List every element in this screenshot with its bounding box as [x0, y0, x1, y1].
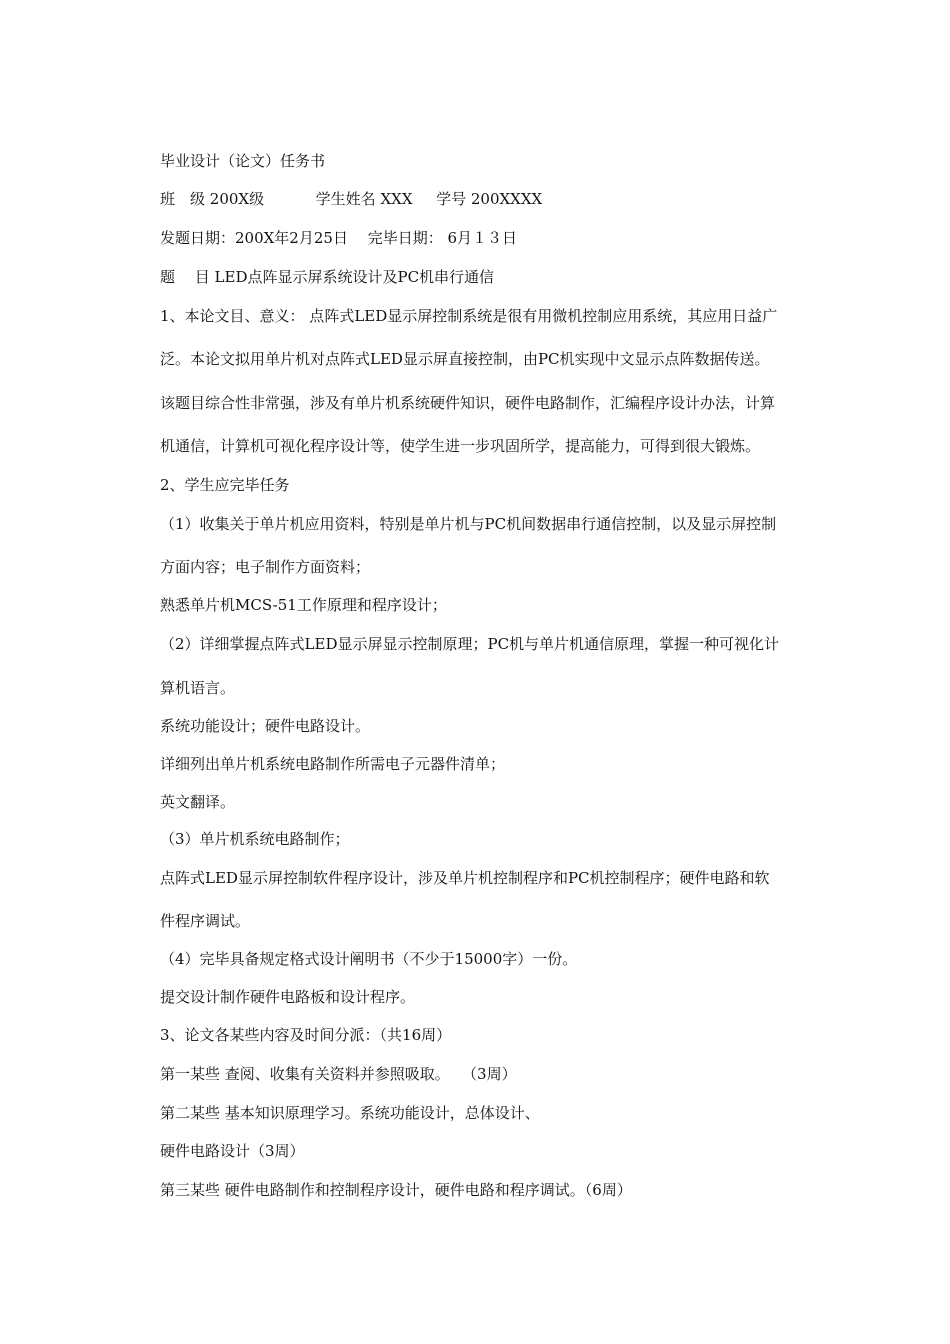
task2-line5: 英文翻译。 — [160, 793, 236, 811]
schedule-part3: 第三某些 硬件电路制作和控制程序设计，硬件电路和程序调试。（6周） — [160, 1181, 632, 1199]
task3-line3: 件程序调试。 — [160, 912, 251, 930]
schedule-part2-line2: 硬件电路设计（3周） — [160, 1142, 305, 1160]
section1-line1: 1、本论文目、意义： 点阵式LED显示屏控制系统是很有用微机控制应用系统，其应用日益广 — [160, 307, 778, 325]
task1-line2: 方面内容；电子制作方面资料； — [160, 558, 371, 576]
task2-line2: 算机语言。 — [160, 679, 236, 697]
section3-heading: 3、论文各某些内容及时间分派：（共16周） — [160, 1026, 452, 1044]
dates-row: 发题日期：200X年2月25日 完毕日期： 6月１３日 — [160, 229, 518, 247]
section2-heading: 2、学生应完毕任务 — [160, 476, 290, 494]
doc-title: 毕业设计（论文）任务书 — [160, 152, 326, 170]
task1-line3: 熟悉单片机MCS-51工作原理和程序设计； — [160, 596, 447, 614]
task3-line1: （3）单片机系统电路制作； — [160, 830, 350, 848]
class-value: 200X级 — [209, 190, 265, 208]
task4-line1: （4）完毕具备规定格式设计阐明书（不少于15000字）一份。 — [160, 950, 578, 968]
student-id-label: 学号 — [436, 190, 467, 208]
task3-line2: 点阵式LED显示屏控制软件程序设计，涉及单片机控制程序和PC机控制程序；硬件电路和软 — [160, 869, 770, 887]
schedule-part2-line1: 第二某些 基本知识原理学习。系统功能设计，总体设计、 — [160, 1104, 540, 1122]
section1-line4: 机通信，计算机可视化程序设计等，使学生进一步巩固所学，提高能力，可得到很大锻炼。 — [160, 437, 761, 455]
student-name-label: 学生姓名 — [315, 190, 376, 208]
section1-line2: 泛。本论文拟用单片机对点阵式LED显示屏直接控制，由PC机实现中文显示点阵数据传送。 — [160, 350, 770, 368]
class-label: 班 级 — [160, 190, 206, 208]
class-info-row — [160, 189, 542, 209]
section1-line3: 该题目综合性非常强，涉及有单片机系统硬件知识，硬件电路制作，汇编程序设计办法，计算 — [160, 394, 776, 412]
schedule-part1: 第一某些 查阅、收集有关资料并参照吸取。 （3周） — [160, 1065, 517, 1083]
topic-row: 题 目 LED点阵显示屏系统设计及PC机串行通信 — [160, 268, 495, 286]
student-name-value: XXX — [380, 190, 413, 208]
task2-line4: 详细列出单片机系统电路制作所需电子元器件清单； — [160, 755, 506, 773]
task2-line3: 系统功能设计；硬件电路设计。 — [160, 717, 371, 735]
task2-line1: （2）详细掌握点阵式LED显示屏显示控制原理；PC机与单片机通信原理，掌握一种可视化计 — [160, 635, 780, 653]
task1-line1: （1）收集关于单片机应用资料，特别是单片机与PC机间数据串行通信控制，以及显示屏控制 — [160, 515, 777, 533]
task4-line2: 提交设计制作硬件电路板和设计程序。 — [160, 988, 416, 1006]
student-id-value: 200XXXX — [470, 190, 543, 208]
